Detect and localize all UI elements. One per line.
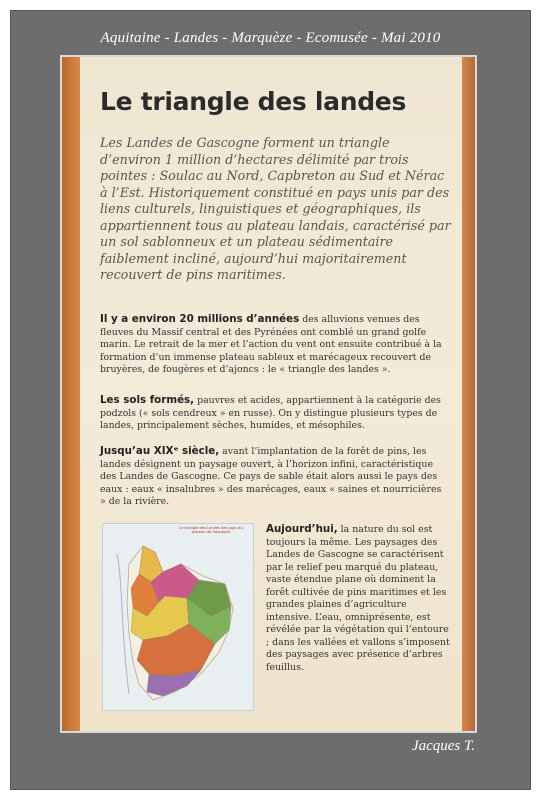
paragraph-body: des alluvions venues des fleuves du Massif central et des Pyrénées ont comblé un grand golfe marin. Le retrait de la mer et l’action du vent ont ensuite contribué à la formation d’un immense plateau sableux et marécageux recouvert de bruyères, de fougères et d’ajoncs : le « triangle des landes ». <box>100 314 442 376</box>
paragraph-lead: Les sols formés, <box>100 394 195 406</box>
paragraph-lead: Aujourd’hui, <box>266 523 338 535</box>
paragraph-lead: Jusqu’au XIXᵉ siècle, <box>100 445 220 457</box>
paragraph-body: pauvres et acides, appartiennent à la catégorie des podzols (« sols cendreux » en russe). On y distingue plusieurs types de landes, principalement sèches, humides, et mésophiles. <box>100 395 441 432</box>
map-legend: Le triangle des Landes des pays du plateau de Gascogne <box>179 526 243 535</box>
paragraph-millions-years <box>100 313 450 377</box>
panel-intro: Les Landes de Gascogne forment un triangle d’environ 1 million d’hectares délimité par trois pointes : Soulac au Nord, Capbreton au Sud et Nérac à l’Est. Historiquement constitué en pays unis par des liens culturels, linguistiques et géographiques, ils appartiennent tous au plateau landais, caractérisé par un sol sablonneux et un plateau sédimentaire faiblement incliné, aujourd’hui majoritairement recouvert de pins maritimes. <box>100 135 451 282</box>
landes-map-graphic <box>103 524 253 710</box>
paragraph-body: avant l’implantation de la forêt de pins, les landes désignent un paysage ouvert, à l’horizon infini, caractéristique des Landes de Gascogne. Ce pays de sable était alors aussi le pays des eaux : eaux « insalubres » des marécages, eaux « saines et nourricières » de la rivière. <box>100 446 442 508</box>
museum-panel <box>80 57 462 733</box>
paragraph-body: la nature du sol est toujours la même. Les paysages des Landes de Gascogne se caractérisent par le relief peu marqué du plateau, vaste étendue plane où dominent la forêt cultivée de pins maritimes et les grandes plaines d’agriculture intensive. L’eau, omniprésente, est révélée par la végétation qui l’entoure ; dans les vallées et vallons s’imposent des paysages avec présence d’arbres feuillus. <box>266 524 450 673</box>
paragraph-today <box>266 523 454 674</box>
panel-edge-left <box>62 57 80 733</box>
paragraph-nineteenth-century <box>100 445 450 509</box>
panel-edge-right <box>460 57 475 733</box>
photo-caption: Aquitaine - Landes - Marquèze - Ecomusée - Mai 2010 <box>100 30 441 46</box>
panel-title: Le triangle des landes <box>100 87 407 116</box>
photograph <box>60 55 477 733</box>
landes-map <box>102 523 254 711</box>
paragraph-lead: Il y a environ 20 millions d’années <box>100 313 300 325</box>
photographer-signature: Jacques T. <box>411 738 475 754</box>
paragraph-soils <box>100 394 450 433</box>
